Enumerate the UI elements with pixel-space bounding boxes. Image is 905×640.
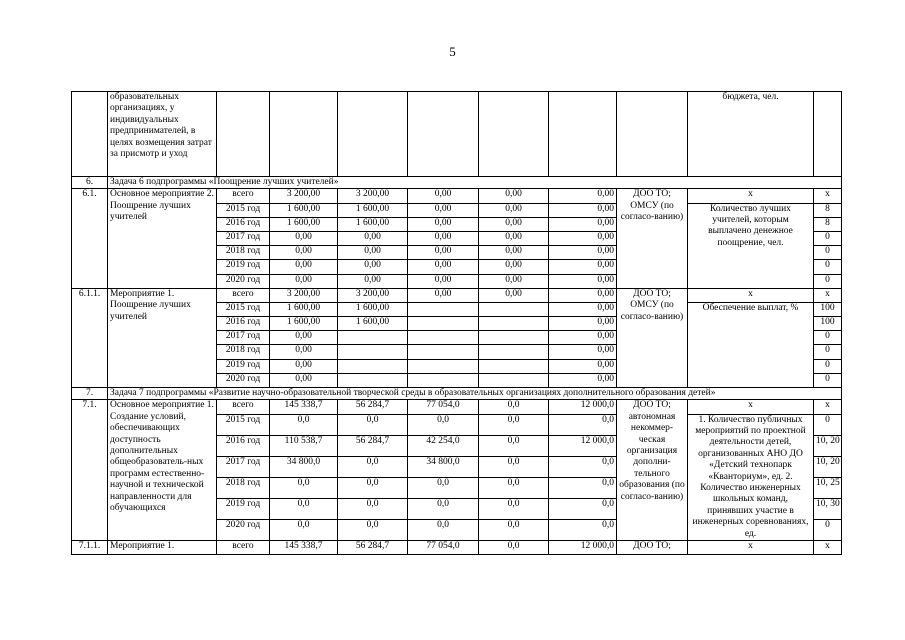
value-federal: 0,0	[338, 520, 408, 541]
continuation-description: образовательных организациях, у индивидуальных предпринимателей, в целях возмещения затрат за присмотр и уход	[108, 92, 217, 177]
value-federal	[338, 331, 408, 345]
year-label: 2016 год	[217, 217, 270, 231]
year-label: всего	[217, 189, 270, 203]
value-other: 0,00	[549, 317, 617, 331]
executor: ДОО ТО;	[617, 541, 688, 555]
year-label: 2015 год	[217, 302, 270, 316]
value-regional	[408, 359, 479, 373]
year-label: 2018 год	[217, 477, 270, 498]
value-federal: 0,00	[338, 231, 408, 245]
task-number: 6.	[72, 177, 108, 189]
year-label: 2019 год	[217, 359, 270, 373]
year-label: всего	[217, 400, 270, 414]
value-total: 34 800,0	[270, 456, 338, 477]
value-regional: 77 054,0	[408, 541, 479, 555]
item-name: Основное мероприятие 2. Поощрение лучших учителей	[108, 189, 217, 288]
value-local: 0,0	[479, 541, 549, 555]
value-other: 0,00	[549, 231, 617, 245]
value-regional: 0,00	[408, 189, 479, 203]
indicator-value: 0	[814, 359, 842, 373]
value-regional: 0,0	[408, 498, 479, 519]
table-row	[72, 400, 842, 414]
value-regional: 42 254,0	[408, 435, 479, 456]
value-other: 0,00	[549, 302, 617, 316]
indicator-value: 0	[814, 373, 842, 387]
indicator-value: 10, 20	[814, 435, 842, 456]
value-total: 1 600,00	[270, 302, 338, 316]
indicator-name: 1. Количество публичных мероприятий по проектной деятельности детей, организованных АНО ДО «Детский технопарк «Кванториум», ед. 2. Количество инженерных школьных команд, принявших участие в инженерных соревнованиях, ед.	[688, 414, 814, 540]
value-total: 0,0	[270, 498, 338, 519]
value-federal: 0,00	[338, 246, 408, 260]
value-total: 0,00	[270, 260, 338, 274]
value-total: 0,00	[270, 345, 338, 359]
item-name: Мероприятие 1.	[108, 541, 217, 555]
value-total: 110 538,7	[270, 435, 338, 456]
value-total: 0,00	[270, 359, 338, 373]
year-label: 2019 год	[217, 498, 270, 519]
value-regional: 0,0	[408, 520, 479, 541]
indicator-top: x	[688, 189, 814, 203]
year-label: 2020 год	[217, 274, 270, 288]
value-other: 0,0	[549, 477, 617, 498]
year-label: 2019 год	[217, 260, 270, 274]
value-federal: 56 284,7	[338, 435, 408, 456]
value-local: 0,00	[479, 260, 549, 274]
indicator-name: Обеспечение выплат, %	[688, 302, 814, 387]
page-number: 5	[449, 44, 456, 59]
indicator-top: x	[688, 400, 814, 414]
indicator-value: 0	[814, 331, 842, 345]
indicator-value: 100	[814, 302, 842, 316]
year-label: 2020 год	[217, 520, 270, 541]
indicator-value: x	[814, 541, 842, 555]
value-total: 0,0	[270, 477, 338, 498]
value-federal: 0,00	[338, 260, 408, 274]
table-row	[72, 288, 842, 302]
value-other: 0,00	[549, 189, 617, 203]
value-federal: 1 600,00	[338, 317, 408, 331]
value-other: 0,00	[549, 331, 617, 345]
indicator-value: 8	[814, 217, 842, 231]
indicator-value: x	[814, 189, 842, 203]
year-label: 2017 год	[217, 456, 270, 477]
table-row	[72, 177, 842, 189]
value-local: 0,0	[479, 520, 549, 541]
executor: ДОО ТО; автономная некоммер-ческая организация дополни-тельного образования (по согласо-ванию)	[617, 400, 688, 541]
indicator-value: 8	[814, 203, 842, 217]
indicator-value: 0	[814, 260, 842, 274]
value-local	[479, 345, 549, 359]
value-other: 12 000,0	[549, 435, 617, 456]
value-federal: 56 284,7	[338, 400, 408, 414]
value-local: 0,00	[479, 274, 549, 288]
value-local: 0,0	[479, 414, 549, 435]
value-total: 0,00	[270, 373, 338, 387]
value-regional: 34 800,0	[408, 456, 479, 477]
indicator-value: 0	[814, 231, 842, 245]
value-regional: 0,0	[408, 414, 479, 435]
value-local	[479, 373, 549, 387]
indicator-value: 0	[814, 345, 842, 359]
value-federal: 0,0	[338, 498, 408, 519]
value-other: 0,00	[549, 345, 617, 359]
year-label: всего	[217, 288, 270, 302]
value-federal: 0,0	[338, 477, 408, 498]
value-other: 12 000,0	[549, 541, 617, 555]
value-other: 0,00	[549, 217, 617, 231]
value-local	[479, 359, 549, 373]
value-other: 12 000,0	[549, 400, 617, 414]
value-federal: 0,0	[338, 456, 408, 477]
value-regional: 0,00	[408, 217, 479, 231]
value-total: 0,00	[270, 274, 338, 288]
value-regional	[408, 373, 479, 387]
value-other: 0,0	[549, 414, 617, 435]
value-local	[479, 331, 549, 345]
year-label: 2018 год	[217, 246, 270, 260]
executor: ДОО ТО; ОМСУ (по согласо-ванию)	[617, 189, 688, 288]
table-row	[72, 388, 842, 400]
table-row	[72, 541, 842, 555]
value-total: 3 200,00	[270, 189, 338, 203]
year-label: 2017 год	[217, 231, 270, 245]
indicator-value: 0	[814, 414, 842, 435]
value-local: 0,00	[479, 231, 549, 245]
value-federal: 1 600,00	[338, 302, 408, 316]
value-total: 145 338,7	[270, 400, 338, 414]
value-federal: 1 600,00	[338, 217, 408, 231]
value-regional: 77 054,0	[408, 400, 479, 414]
indicator-top: x	[688, 288, 814, 302]
value-other: 0,0	[549, 498, 617, 519]
task-number: 7.	[72, 388, 108, 400]
value-local	[479, 317, 549, 331]
value-total: 0,00	[270, 331, 338, 345]
value-regional	[408, 331, 479, 345]
value-regional	[408, 345, 479, 359]
year-label: 2018 год	[217, 345, 270, 359]
value-total: 1 600,00	[270, 317, 338, 331]
task-title: Задача 7 подпрограммы «Развитие научно-образовательной творческой среды в образовательных организациях дополнительного образования детей»	[108, 388, 842, 400]
value-local: 0,0	[479, 435, 549, 456]
item-number: 7.1.1.	[72, 541, 108, 555]
value-regional	[408, 317, 479, 331]
value-federal: 1 600,00	[338, 203, 408, 217]
value-regional	[408, 302, 479, 316]
indicator-value: 0	[814, 520, 842, 541]
value-local: 0,00	[479, 246, 549, 260]
value-local: 0,00	[479, 217, 549, 231]
value-local: 0,0	[479, 456, 549, 477]
value-total: 0,00	[270, 246, 338, 260]
value-regional: 0,00	[408, 203, 479, 217]
year-label: 2016 год	[217, 317, 270, 331]
executor: ДОО ТО; ОМСУ (по согласо-ванию)	[617, 288, 688, 387]
indicator-name: Количество лучших учителей, которым выплачено денежное поощрение, чел.	[688, 203, 814, 288]
item-number: 6.1.1.	[72, 288, 108, 387]
value-regional: 0,00	[408, 288, 479, 302]
value-total: 3 200,00	[270, 288, 338, 302]
value-federal	[338, 359, 408, 373]
indicator-value: 10, 20	[814, 456, 842, 477]
indicator-value: 10, 25	[814, 477, 842, 498]
indicator-value: 0	[814, 274, 842, 288]
item-number: 6.1.	[72, 189, 108, 288]
value-regional: 0,00	[408, 260, 479, 274]
item-name: Мероприятие 1. Поощрение лучших учителей	[108, 288, 217, 387]
indicator-value: 0	[814, 246, 842, 260]
year-label: 2015 год	[217, 414, 270, 435]
value-other: 0,00	[549, 203, 617, 217]
indicator-top: x	[688, 541, 814, 555]
value-other: 0,00	[549, 359, 617, 373]
year-label: 2015 год	[217, 203, 270, 217]
value-federal	[338, 373, 408, 387]
value-total: 1 600,00	[270, 203, 338, 217]
value-other: 0,00	[549, 373, 617, 387]
table-row	[72, 92, 842, 177]
value-total: 145 338,7	[270, 541, 338, 555]
value-local: 0,00	[479, 189, 549, 203]
value-federal: 56 284,7	[338, 541, 408, 555]
program-table	[71, 91, 842, 555]
continuation-indicator: бюджета, чел.	[688, 92, 814, 177]
value-local	[479, 302, 549, 316]
table-body	[72, 92, 842, 555]
value-other: 0,0	[549, 456, 617, 477]
year-label: 2020 год	[217, 373, 270, 387]
value-total: 0,00	[270, 231, 338, 245]
indicator-value: 100	[814, 317, 842, 331]
indicator-value: x	[814, 400, 842, 414]
value-federal: 3 200,00	[338, 288, 408, 302]
value-total: 0,0	[270, 414, 338, 435]
value-local: 0,00	[479, 288, 549, 302]
value-other: 0,00	[549, 246, 617, 260]
year-label: 2017 год	[217, 331, 270, 345]
task-title: Задача 6 подпрограммы «Поощрение лучших учителей»	[108, 177, 842, 189]
value-local: 0,0	[479, 477, 549, 498]
item-name: Основное мероприятие 1. Создание условий, обеспечивающих доступность дополнительных общеобразователь-ных программ естественно-научной и технической направленности для обучающихся	[108, 400, 217, 541]
value-local: 0,0	[479, 400, 549, 414]
value-other: 0,0	[549, 520, 617, 541]
value-local: 0,00	[479, 203, 549, 217]
indicator-value: x	[814, 288, 842, 302]
value-total: 1 600,00	[270, 217, 338, 231]
value-regional: 0,00	[408, 274, 479, 288]
value-other: 0,00	[549, 288, 617, 302]
value-federal: 0,00	[338, 274, 408, 288]
indicator-value: 10, 30	[814, 498, 842, 519]
item-number: 7.1.	[72, 400, 108, 541]
value-federal: 3 200,00	[338, 189, 408, 203]
value-regional: 0,00	[408, 231, 479, 245]
year-label: всего	[217, 541, 270, 555]
value-federal: 0,0	[338, 414, 408, 435]
value-local: 0,0	[479, 498, 549, 519]
value-regional: 0,00	[408, 246, 479, 260]
value-regional: 0,0	[408, 477, 479, 498]
year-label: 2016 год	[217, 435, 270, 456]
value-federal	[338, 345, 408, 359]
value-other: 0,00	[549, 274, 617, 288]
value-other: 0,00	[549, 260, 617, 274]
value-total: 0,0	[270, 520, 338, 541]
table-row	[72, 189, 842, 203]
